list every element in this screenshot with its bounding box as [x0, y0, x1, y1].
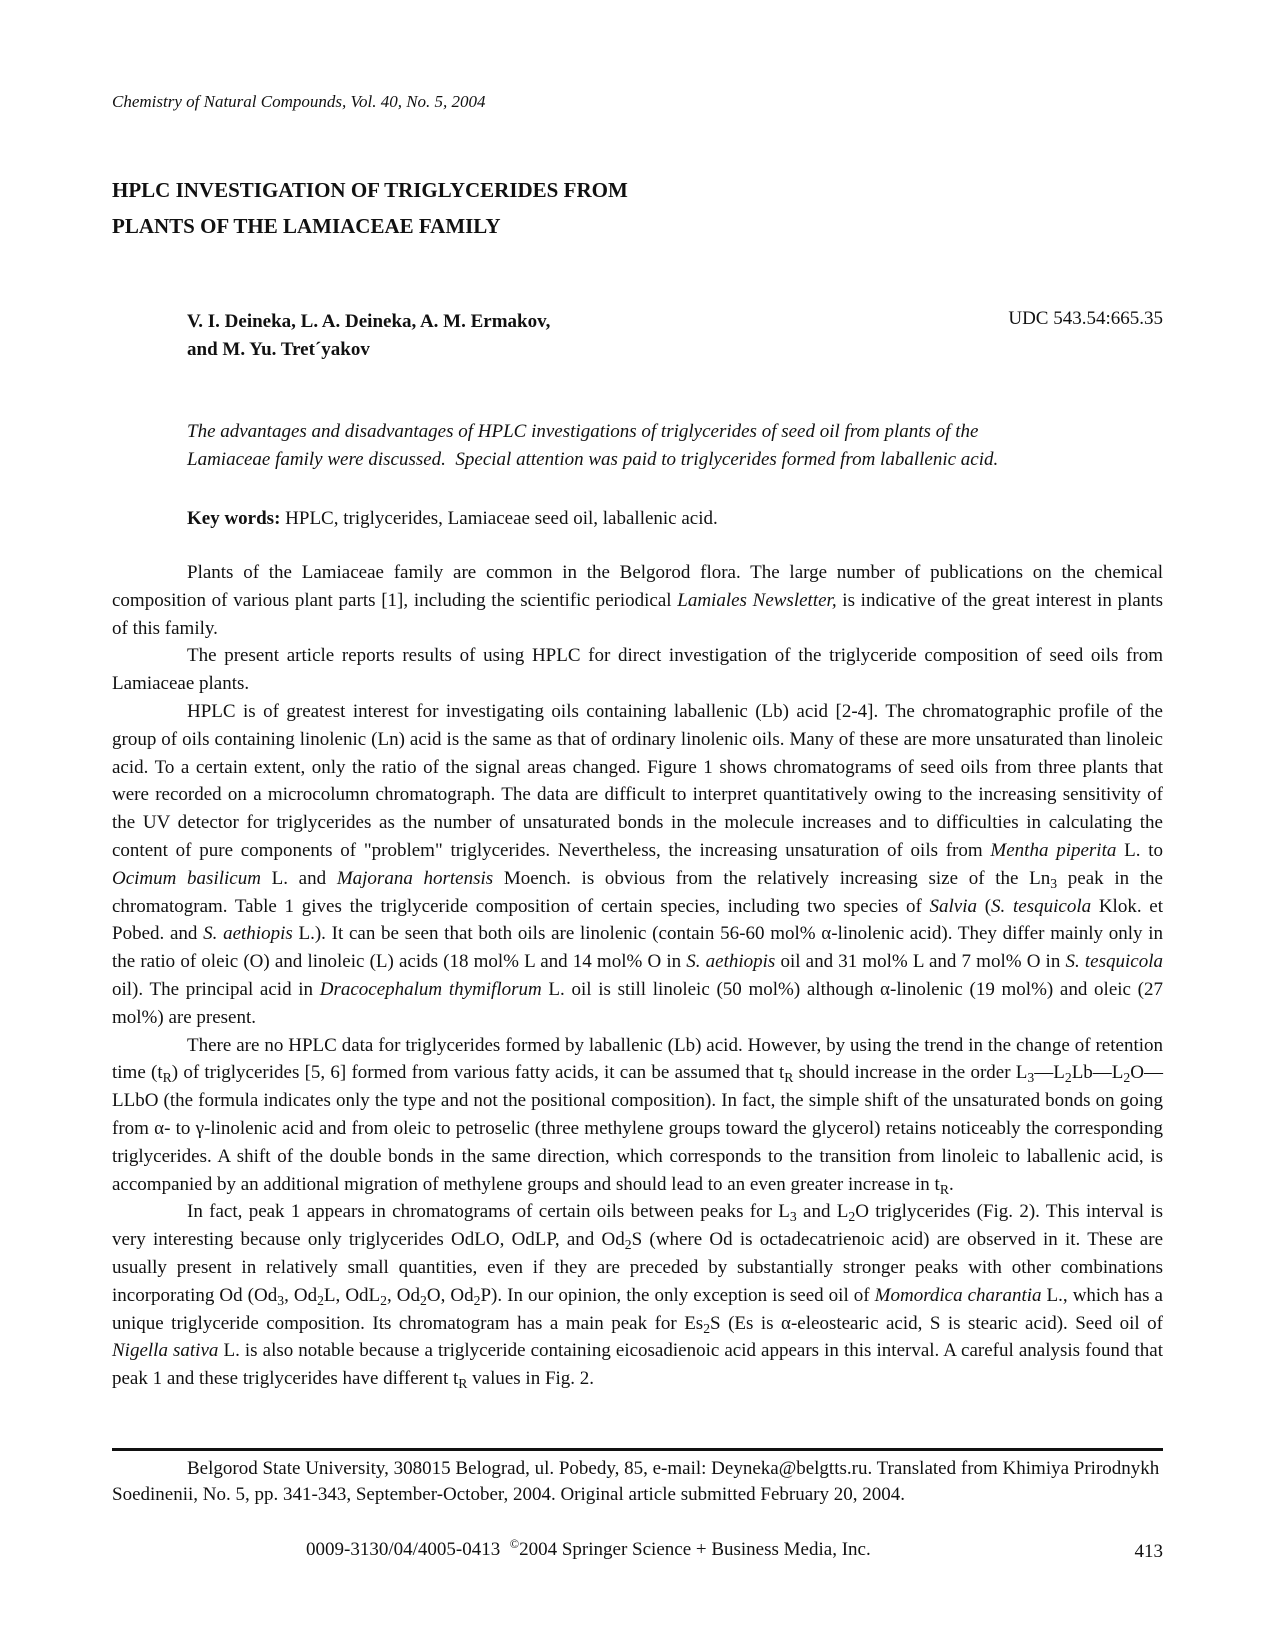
body-paragraph	[112, 1032, 1163, 1199]
subscript: 2	[703, 1320, 711, 1336]
text-run: —L	[1034, 1062, 1065, 1084]
text-run: O, Od	[426, 1284, 474, 1306]
text-run: oil). The principal acid in	[112, 978, 320, 1000]
text-run: Lb—L	[1071, 1062, 1124, 1084]
italic-term: Dracocephalum thymiflorum	[319, 978, 542, 1000]
keywords	[187, 505, 1163, 533]
italic-term: Momordica charantia	[874, 1284, 1042, 1306]
page-number: 413	[1134, 1541, 1163, 1562]
footnote-rule	[112, 1448, 1163, 1451]
subscript: R	[939, 1181, 949, 1197]
subscript: 3	[1027, 1070, 1035, 1086]
text-run: HPLC is of greatest interest for investigating oils containing laballenic (Lb) acid [2-4]. The chromatographic profile of the group of oils containing linolenic (Ln) acid is the same as that of ordinary linolenic oils. Many of these are more unsaturated than linoleic acid. To a certain extent, only the ratio of the signal areas changed. Figure 1 shows chromatograms of seed oils from three plants that were recorded on a microcolumn chromatograph. The data are difficult to interpret quantitatively owing to the increasing sensitivity of the UV detector for triglycerides as the number of unsaturated bonds in the molecule increases and to difficulties in calculating the content of pure components of "problem" triglycerides. Nevertheless, the increasing unsaturation of oils from	[112, 700, 1163, 861]
subscript: R	[162, 1070, 172, 1086]
publisher: 2004 Springer Science + Business Media, Inc.	[519, 1539, 871, 1560]
body-paragraph	[112, 698, 1163, 1032]
article-title	[112, 172, 812, 244]
italic-term: Mentha piperita	[990, 839, 1117, 861]
subscript: 3	[1050, 875, 1058, 891]
copyright-symbol: ©	[509, 1537, 520, 1552]
subscript: 2	[317, 1292, 324, 1308]
subscript: 2	[420, 1292, 427, 1308]
text-run: (	[977, 895, 992, 917]
copyright-line	[306, 1539, 871, 1561]
subscript: R	[458, 1376, 468, 1392]
text-run: In fact, peak 1 appears in chromatograms of certain oils between peaks for L	[187, 1201, 790, 1223]
subscript: 2	[1064, 1070, 1072, 1086]
italic-term: S. tesquicola	[991, 895, 1092, 917]
text-run: The present article reports results of using HPLC for direct investigation of the triglyceride composition of seed oils from Lamiaceae plants.	[112, 645, 1163, 695]
title-line: PLANTS OF THE LAMIACEAE FAMILY	[112, 214, 501, 238]
authors	[187, 308, 827, 364]
journal-header: Chemistry of Natural Compounds, Vol. 40, No. 5, 2004	[112, 92, 486, 111]
text-run: , Od	[284, 1284, 318, 1306]
text-run: .	[948, 1173, 954, 1195]
italic-term: S. tesquicola	[1065, 951, 1163, 973]
text-run: Plants of the Lamiaceae family are common in the Belgorod flora. The large number of publications on the chemical composition of various plant parts [1], including the scientific periodical	[112, 562, 1163, 611]
body-paragraph	[112, 559, 1163, 642]
text-run: is indicative of the great interest in plants of this family.	[112, 589, 1163, 639]
body-paragraph	[112, 642, 1163, 698]
text-run: L. to	[1116, 839, 1163, 861]
italic-term: Lamiales Newsletter,	[677, 589, 837, 611]
text-run: ) of triglycerides [5, 6] formed from various fatty acids, it can be assumed that t	[171, 1062, 785, 1084]
issn-code: 0009-3130/04/4005-0413	[306, 1539, 510, 1560]
text-run: O triglycerides (Fig. 2). This interval is very interesting because only triglycerides OdLO, OdLP, and Od	[112, 1201, 1164, 1251]
text-run: L.). It can be seen that both oils are linolenic (contain 56-60 mol% α-linolenic acid). They differ mainly only in the ratio of oleic (O) and linoleic (L) acids (18 mol% L and 14 mol% O in	[112, 923, 1163, 973]
subscript: R	[784, 1070, 794, 1086]
text-run: There are no HPLC data for triglycerides formed by laballenic (Lb) acid. However, by using the trend in the change of retention time (t	[112, 1034, 1163, 1084]
italic-term: Nigella sativa	[112, 1340, 219, 1362]
abstract-line: Lamiaceae family were discussed. Special attention was paid to triglycerides formed from laballenic acid.	[187, 449, 999, 470]
text-run: Moench. is obvious from the relatively increasing size of the Ln	[493, 867, 1051, 889]
italic-term: Ocimum basilicum	[112, 867, 261, 889]
text-run: L. oil is still linoleic (50 mol%) although α-linolenic (19 mol%) and oleic (27 mol%) are present.	[112, 978, 1163, 1028]
keywords-text: HPLC, triglycerides, Lamiaceae seed oil, laballenic acid.	[280, 508, 718, 529]
subscript: 2	[473, 1292, 481, 1308]
subscript: 2	[380, 1292, 387, 1308]
subscript: 2	[848, 1209, 856, 1225]
text-run: P). In our opinion, the only exception is seed oil of	[480, 1284, 875, 1306]
text-run: should increase in the order L	[793, 1062, 1028, 1084]
text-run: L. is also notable because a triglyceride containing eicosadienoic acid appears in this interval. A careful analysis found that peak 1 and these triglycerides have different t	[112, 1340, 1164, 1390]
authors-line: V. I. Deineka, L. A. Deineka, A. M. Ermakov,	[187, 311, 551, 332]
affiliation-footnote: Belgorod State University, 308015 Belograd, ul. Pobedy, 85, e-mail: Deyneka@belgtts.ru. Translated from Khimiya Prirodnykh Soedinenii, No. 5, pp. 341-343, September-October, 2004. Original article submitted February 20, 2004.	[112, 1458, 1160, 1505]
text-run: peak in the chromatogram. Table 1 gives the triglyceride composition of certain species, including two species of	[112, 867, 1163, 917]
italic-term: S. aethiopis	[203, 923, 293, 945]
subscript: 3	[277, 1292, 285, 1308]
text-run: S (where Od is octadecatrienoic acid) are observed in it. These are usually present in relatively small quantities, even if they are preceded by substantially stronger peaks with other combinations incorporating Od (Od	[112, 1229, 1164, 1306]
text-run: L., which has a unique triglyceride composition. Its chromatogram has a main peak for Es	[112, 1284, 1163, 1334]
body-paragraph	[112, 1198, 1163, 1393]
text-run: values in Fig. 2.	[467, 1368, 595, 1390]
text-run: L, OdL	[323, 1284, 381, 1306]
title-line: HPLC INVESTIGATION OF TRIGLYCERIDES FROM	[112, 178, 628, 202]
text-run: , Od	[387, 1284, 421, 1306]
subscript: 2	[1123, 1070, 1131, 1086]
subscript: 3	[789, 1209, 797, 1225]
abstract	[187, 418, 1163, 474]
keywords-label: Key words:	[187, 508, 281, 529]
text-run: O—LLbO (the formula indicates only the type and not the positional composition). In fact, the simple shift of the unsaturated bonds on going from α- to γ-linolenic acid and from oleic to petroselic (three methylene groups toward the glycerol) retains noticeably the corresponding triglycerides. A shift of the double bonds in the same direction, which corresponds to the transition from linoleic to laballenic acid, is accompanied by an additional migration of methylene groups and should lead to an even greater increase in t	[112, 1062, 1163, 1195]
italic-term: S. aethiopis	[686, 951, 776, 973]
abstract-line: The advantages and disadvantages of HPLC investigations of triglycerides of seed oil from plants of the	[187, 421, 979, 442]
article-body	[112, 559, 1163, 1393]
subscript: 2	[624, 1237, 632, 1253]
text-run: oil and 31 mol% L and 7 mol% O in	[775, 951, 1066, 973]
text-run: S (Es is α-eleostearic acid, S is stearic acid). Seed oil of	[710, 1312, 1163, 1334]
udc-code: UDC 543.54:665.35	[1008, 308, 1163, 329]
italic-term: Majorana hortensis	[336, 867, 494, 889]
text-run: and L	[796, 1201, 849, 1223]
authors-line: and M. Yu. Tret´yakov	[187, 339, 370, 360]
italic-term: Salvia	[929, 895, 977, 917]
text-run: L. and	[260, 867, 337, 889]
text-run: Klok. et Pobed. and	[112, 895, 1163, 945]
